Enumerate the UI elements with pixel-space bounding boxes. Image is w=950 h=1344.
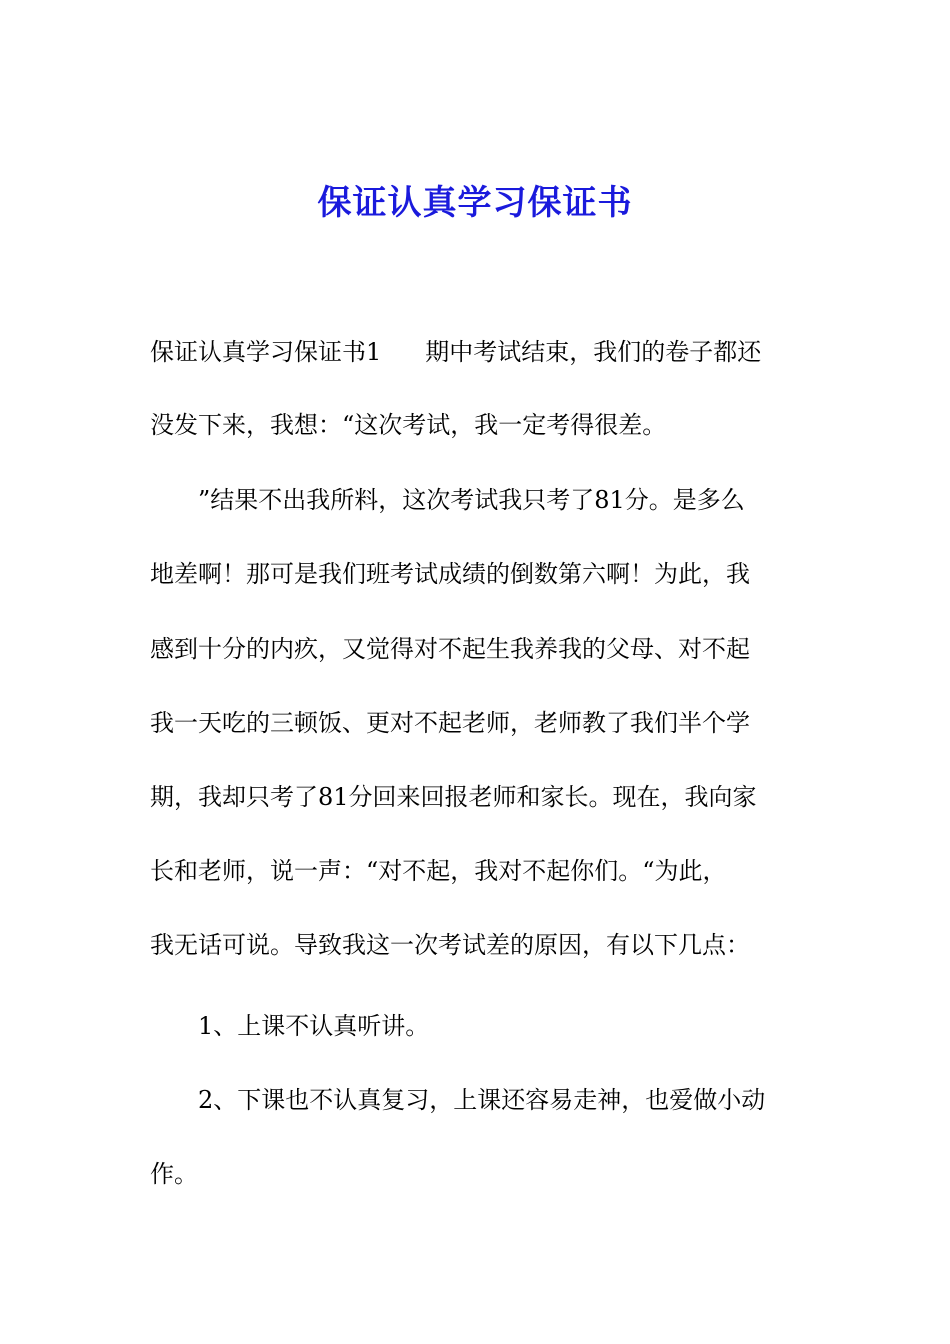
text-line: 长和老师，说一声：“对不起，我对不起你们。“为此， bbox=[150, 857, 727, 885]
text-line: 期，我却只考了81分回来回报老师和家长。现在，我向家 bbox=[150, 783, 757, 811]
text-line: 感到十分的内疚，又觉得对不起生我养我的父母、对不起 bbox=[150, 635, 750, 663]
text-line: ”结果不出我所料，这次考试我只考了81分。是多么 bbox=[198, 486, 745, 514]
text-line: 地差啊！那可是我们班考试成绩的倒数第六啊！为此，我 bbox=[150, 560, 750, 588]
document-title: 保证认真学习保证书 bbox=[317, 183, 633, 223]
line-text: 期中考试结束，我们的卷子都还 bbox=[425, 338, 762, 366]
text-line: 我无话可说。导致我这一次考试差的原因，有以下几点： bbox=[150, 931, 750, 959]
list-item: 2、下课也不认真复习，上课还容易走神，也爱做小动 bbox=[198, 1086, 766, 1114]
list-item: 1、上课不认真听讲。 bbox=[198, 1012, 430, 1040]
text-line: 我一天吃的三顿饭、更对不起老师，老师教了我们半个学 bbox=[150, 709, 750, 737]
section-heading: 保证认真学习保证书1 bbox=[150, 338, 382, 366]
text-line: 作。 bbox=[150, 1160, 198, 1188]
text-line bbox=[150, 334, 761, 370]
text-line: 没发下来，我想：“这次考试，我一定考得很差。 bbox=[150, 411, 667, 439]
